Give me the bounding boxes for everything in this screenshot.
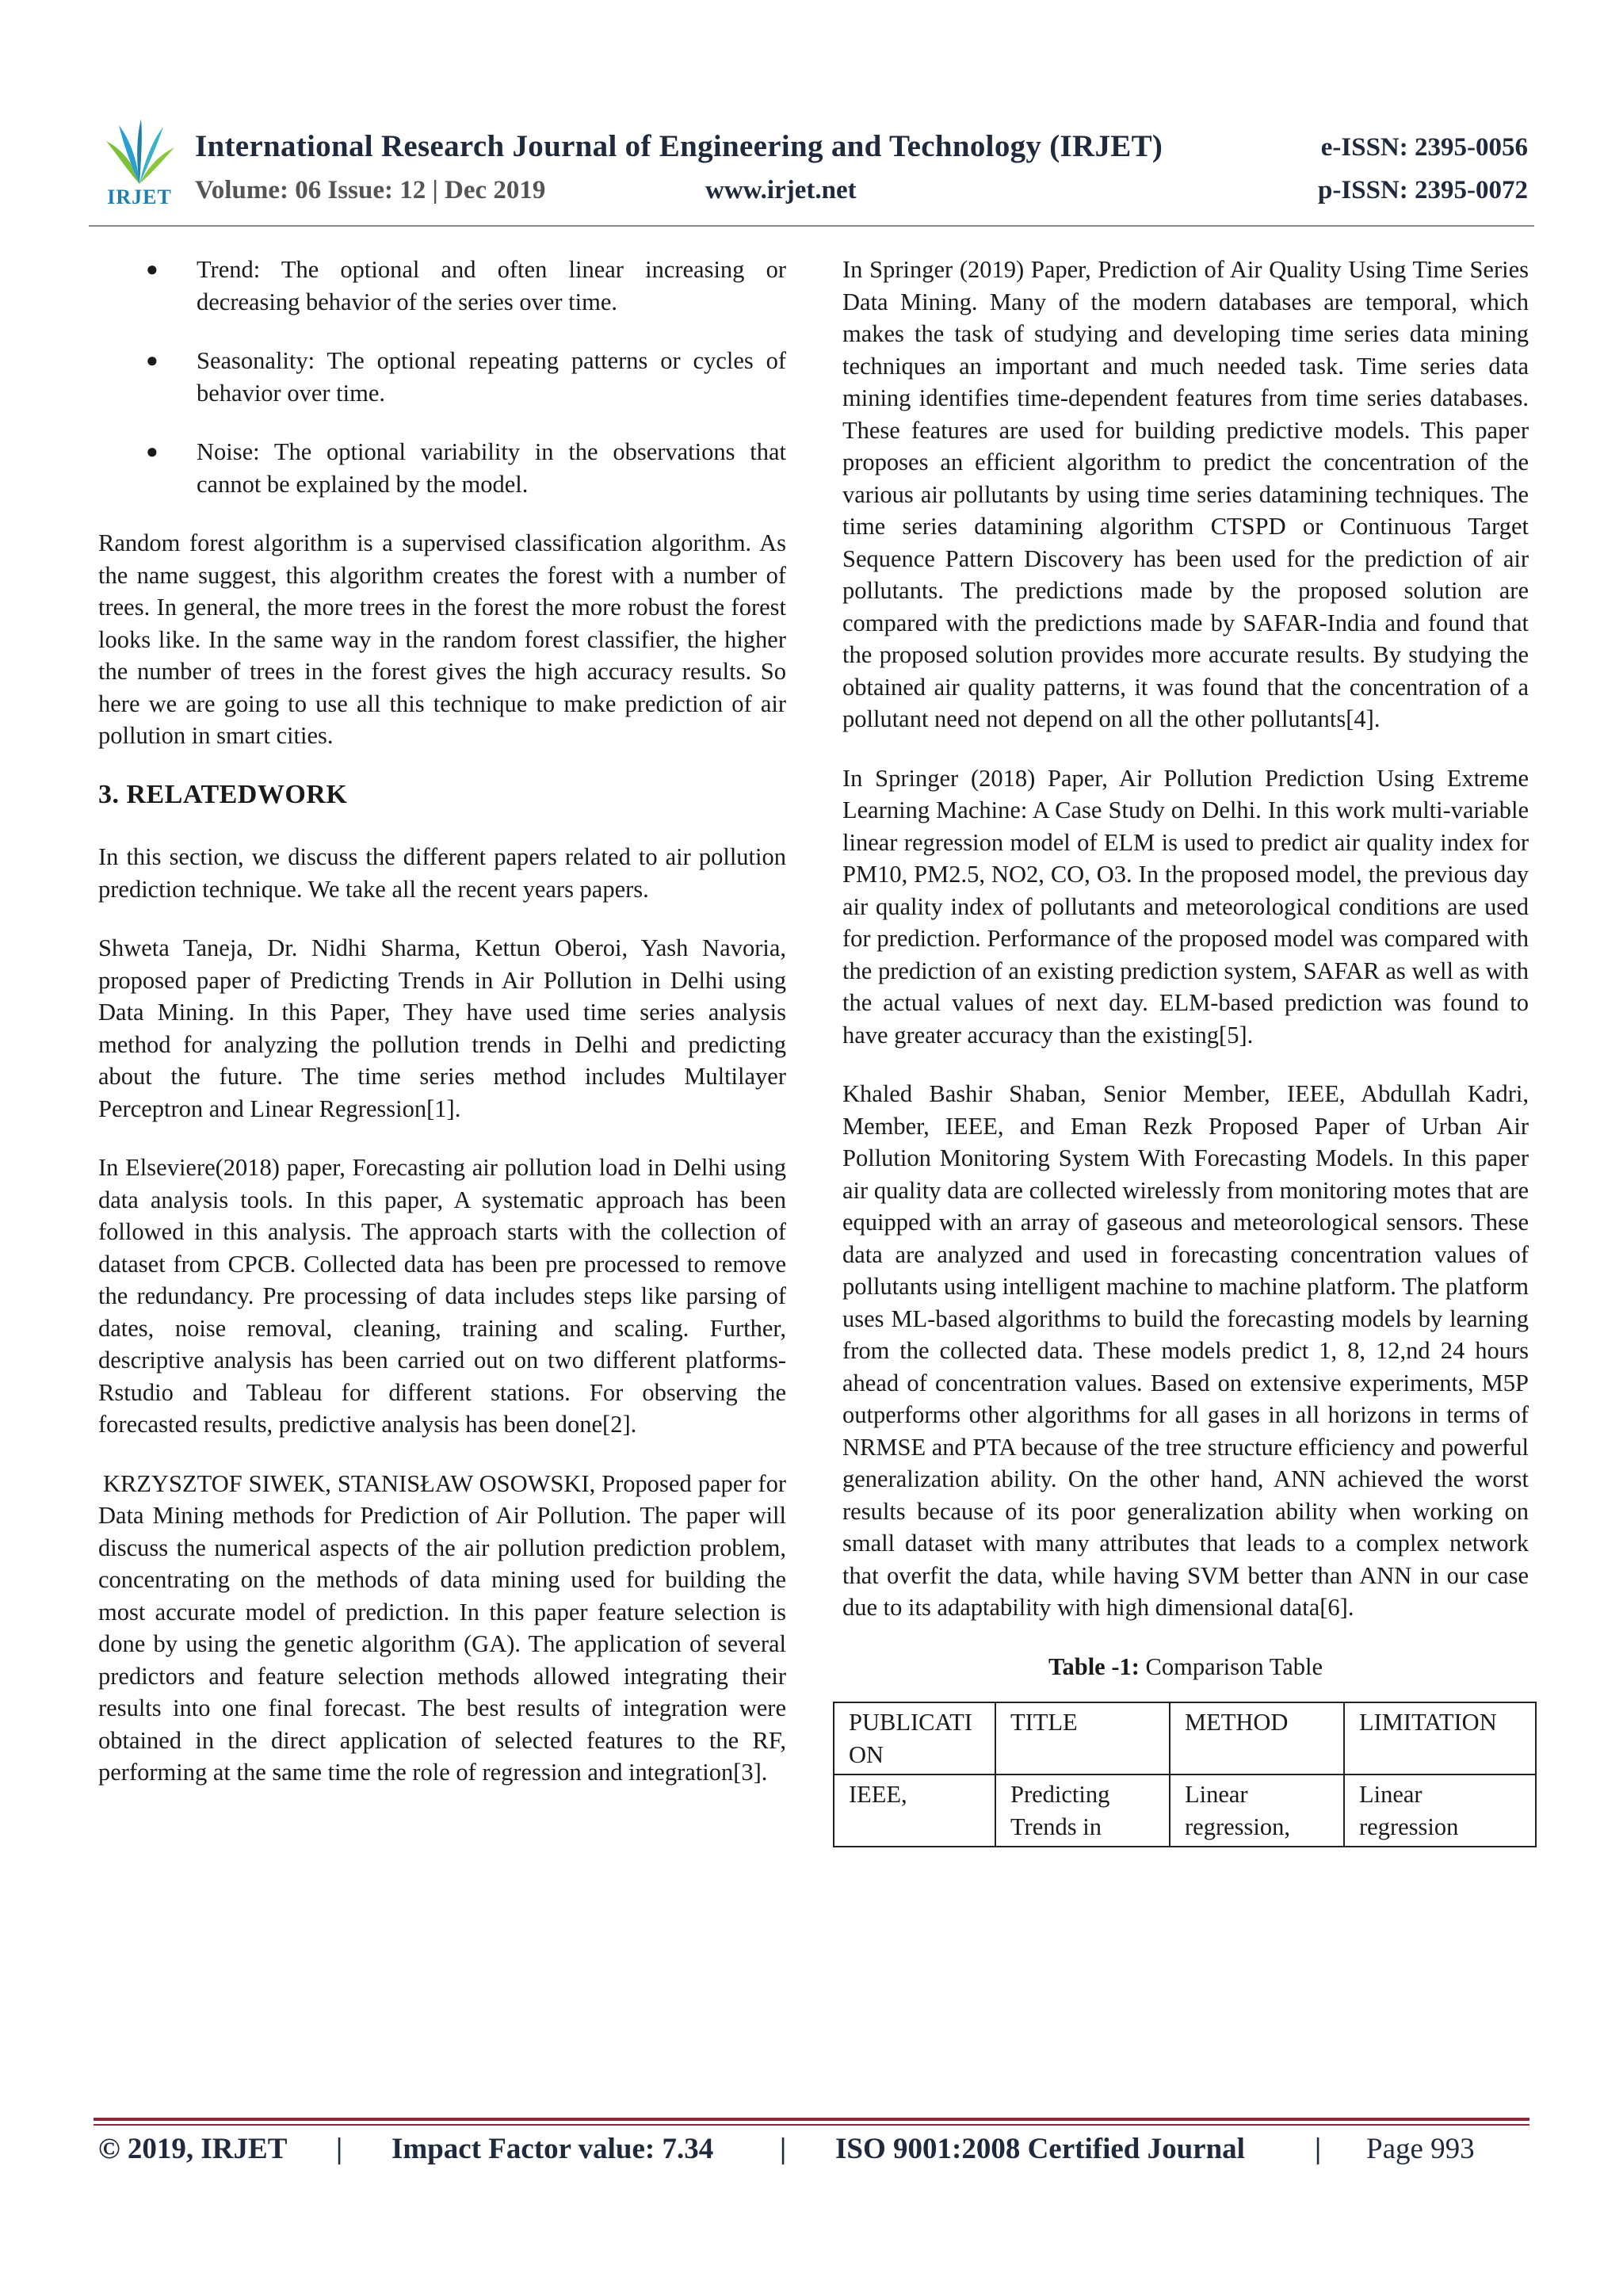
column-header-title: TITLE bbox=[995, 1702, 1170, 1775]
bullet-icon: ● bbox=[146, 258, 158, 281]
table-cell: IEEE, bbox=[834, 1775, 995, 1847]
paragraph-reference-6: Khaled Bashir Shaban, Senior Member, IEEE, Abdullah Kadri, Member, IEEE, and Eman Rezk Proposed Paper of Urban Air Pollution Monitoring System With Forecasting Models. In this paper air quality data are collected wirelessly from monitoring motes that are equipped with an array of gaseous and meteorological sensors. These data are analyzed and used in forecasting concentration values of pollutants using intelligent machine to machine platform. The platform uses ML-based algorithms to build the forecasting models by learning from the collected data. These models predict 1, 8, 12,nd 24 hours ahead of concentration values. Based on extensive experiments, M5P outperforms other algorithms for all gases in all horizons in terms of NRMSE and PTA because of the tree structure efficiency and powerful generalization ability. On the other hand, ANN achieved the worst results because of its poor generalization ability when working on small dataset with many attributes that leads to a complex network that overfit the data, while having SVM better than ANN in our case due to its adaptability with high dimensional data[6]. bbox=[842, 1080, 1529, 1621]
table-header-row bbox=[834, 1702, 1536, 1775]
table-cell: Linear regression bbox=[1344, 1775, 1536, 1847]
table-caption-label: Table -1: bbox=[1048, 1652, 1140, 1680]
footer-divider-thin bbox=[94, 2124, 1529, 2126]
right-column bbox=[842, 254, 1529, 1847]
table-cell: Linear regression, bbox=[1170, 1775, 1344, 1847]
paragraph-reference-1: Shweta Taneja, Dr. Nidhi Sharma, Kettun Oberoi, Yash Navoria, proposed paper of Predicting Trends in Air Pollution in Delhi using Data Mining. In this Paper, They have used time series analysis method for analyzing the pollution trends in Delhi and predicting about the future. The time series method includes Multilayer Perceptron and Linear Regression[1]. bbox=[98, 934, 786, 1122]
journal-title: International Research Journal of Engineering and Technology (IRJET) bbox=[195, 129, 1163, 163]
footer-copyright: © 2019, IRJET bbox=[98, 2133, 288, 2165]
footer-separator: | bbox=[336, 2133, 343, 2165]
paragraph-intro: In this section, we discuss the different papers related to air pollution prediction technique. We take all the recent years papers. bbox=[98, 843, 786, 903]
footer-iso-certification: ISO 9001:2008 Certified Journal bbox=[835, 2133, 1245, 2165]
column-header-method: METHOD bbox=[1170, 1702, 1344, 1775]
comparison-table bbox=[833, 1702, 1537, 1847]
paragraph-random-forest: Random forest algorithm is a supervised classification algorithm. As the name suggest, this algorithm creates the forest with a number of trees. In general, the more trees in the forest the more robust the forest looks like. In the same way in the random forest classifier, the higher the number of trees in the forest gives the high accuracy results. So here we are going to use all this technique to make prediction of air pollution in smart cities. bbox=[98, 529, 786, 749]
paragraph-reference-2: In Elseviere(2018) paper, Forecasting air pollution load in Delhi using data analysis tools. In this paper, A systematic approach has been followed in this analysis. The approach starts with the collection of dataset from CPCB. Collected data has been pre processed to remove the redundancy. Pre processing of data includes steps like parsing of dates, noise removal, cleaning, training and scaling. Further, descriptive analysis has been carried out on two different platforms- Rstudio and Tableau for different stations. For observing the forecasted results, predictive analysis has been done[2]. bbox=[98, 1154, 786, 1438]
page-header bbox=[89, 111, 1534, 228]
left-column bbox=[98, 254, 786, 1816]
list-item: ● Noise: The optional variability in the observations that cannot be explained by the model. bbox=[98, 436, 786, 500]
paragraph-reference-4: In Springer (2019) Paper, Prediction of Air Quality Using Time Series Data Mining. Many of the modern databases are temporal, which makes the task of studying and developing time series data mining techniques an important and much needed task. Time series data mining identifies time-dependent features from time series databases. These features are used for building predictive models. This paper proposes an efficient algorithm to predict the concentration of the various air pollutants by using time series datamining techniques. The time series datamining algorithm CTSPD or Continuous Target Sequence Pattern Discovery has been used for the prediction of air pollutants. The predictions made by the proposed solution are compared with the predictions made by SAFAR-India and found that the proposed solution provides more accurate results. By studying the obtained air quality patterns, it was found that the concentration of a pollutant need not depend on all the other pollutants[4]. bbox=[842, 256, 1529, 732]
table-caption-text: Comparison Table bbox=[1139, 1652, 1323, 1680]
header-divider bbox=[89, 225, 1534, 227]
paragraph-reference-5: In Springer (2018) Paper, Air Pollution Prediction Using Extreme Learning Machine: A Case Study on Delhi. In this work multi-variable linear regression model of ELM is used to predict air quality index for PM10, PM2.5, NO2, CO, O3. In the proposed model, the previous day air quality index of pollutants and meteorological conditions are used for prediction. Performance of the proposed model was compared with the prediction of an existing prediction system, SAFAR as well as with the actual values of next day. ELM-based prediction was found to have greater accuracy than the existing[5]. bbox=[842, 764, 1529, 1049]
section-heading-related-work: 3. RELATEDWORK bbox=[98, 779, 348, 809]
footer-separator: | bbox=[1315, 2133, 1322, 2165]
bullet-icon: ● bbox=[146, 440, 158, 463]
column-header-limitation: LIMITATION bbox=[1344, 1702, 1536, 1775]
journal-website-link[interactable]: www.irjet.net bbox=[705, 176, 857, 204]
footer-separator: | bbox=[780, 2133, 787, 2165]
footer-page-number: Page 993 bbox=[1366, 2133, 1475, 2165]
footer-impact-factor: Impact Factor value: 7.34 bbox=[391, 2133, 714, 2165]
pissn: p-ISSN: 2395-0072 bbox=[1318, 176, 1528, 204]
irjet-logo bbox=[95, 117, 184, 220]
list-item: ● Seasonality: The optional repeating patterns or cycles of behavior over time. bbox=[98, 345, 786, 409]
table-cell: Predicting Trends in bbox=[995, 1775, 1170, 1847]
volume-issue: Volume: 06 Issue: 12 | Dec 2019 bbox=[195, 176, 546, 204]
eissn: e-ISSN: 2395-0056 bbox=[1320, 133, 1528, 162]
column-header-publication: PUBLICATI ON bbox=[834, 1702, 995, 1775]
list-item: ● Trend: The optional and often linear increasing or decreasing behavior of the series over time. bbox=[98, 254, 786, 318]
paragraph-reference-3: KRZYSZTOF SIWEK, STANISŁAW OSOWSKI, Proposed paper for Data Mining methods for Prediction of Air Pollution. The paper will discuss the numerical aspects of the air pollution prediction problem, concentrating on the methods of data mining used for building the most accurate model of prediction. In this paper feature selection is done by using the genetic algorithm (GA). The application of several predictors and feature selection methods allowed integrating their results into one final forecast. The best results of integration were obtained in the direct application of selected features to the RF, performing at the same time the role of regression and integration[3]. bbox=[98, 1469, 786, 1786]
components-list bbox=[98, 254, 786, 500]
footer-divider bbox=[94, 2118, 1529, 2121]
logo-text: IRJET bbox=[107, 185, 172, 208]
bullet-icon: ● bbox=[146, 349, 158, 372]
logo-leaves-icon bbox=[95, 117, 184, 189]
table-row bbox=[834, 1775, 1536, 1847]
table-caption bbox=[842, 1651, 1529, 1683]
